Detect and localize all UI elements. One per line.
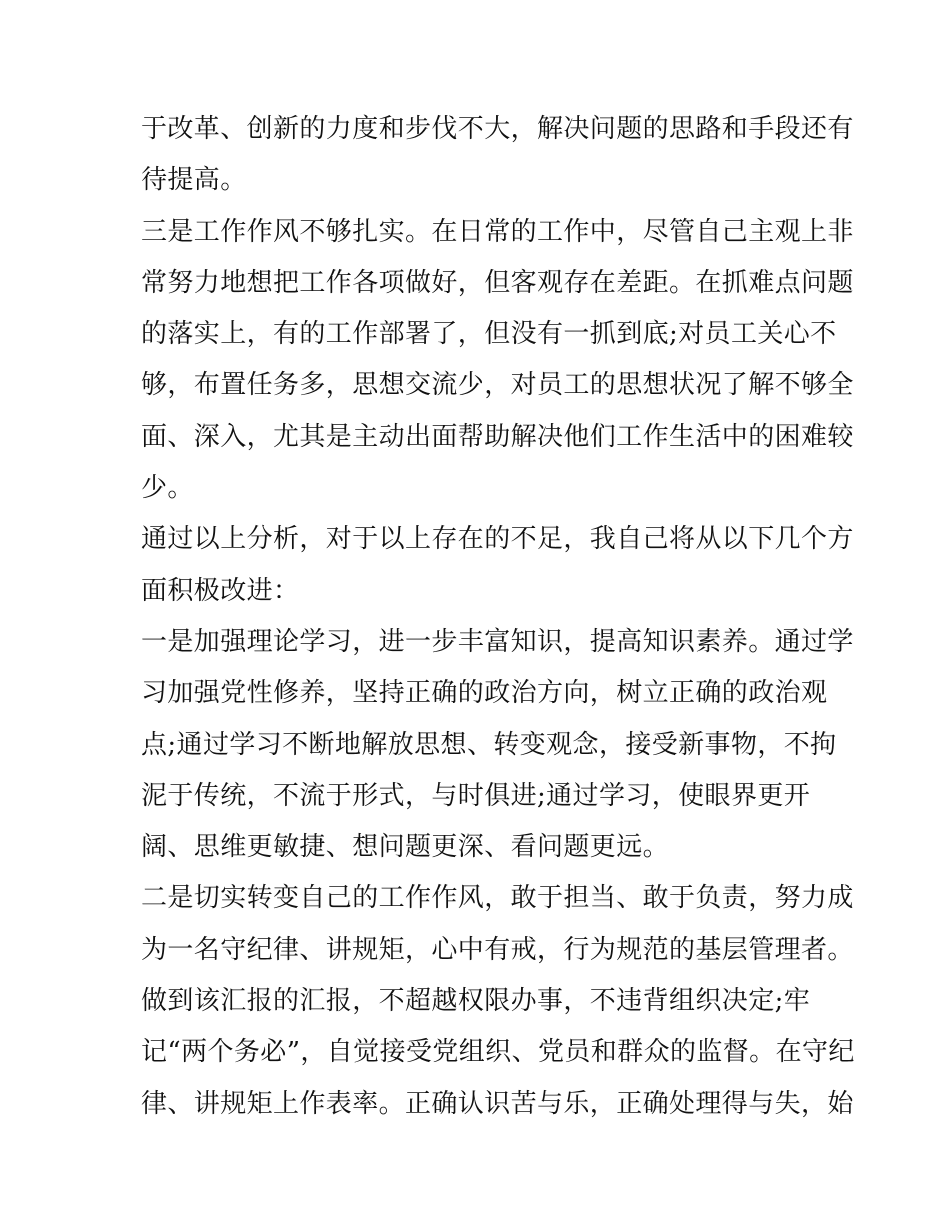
text-line-9: 通过以上分析，对于以上存在的不足，我自己将从以下几个方 [141,524,854,555]
text-line-11: 一是加强理论学习，进一步丰富知识，提高知识素养。通过学 [141,626,854,657]
text-line-15: 阔、思维更敏捷、想问题更深、看问题更远。 [141,832,670,863]
text-line-20: 律、讲规矩上作表率。正确认识苦与乐，正确处理得与失，始 [141,1088,854,1119]
text-line-3: 三是工作作风不够扎实。在日常的工作中，尽管自己主观上非 [141,216,854,247]
text-line-10: 面积极改进： [141,575,300,606]
text-line-14: 泥于传统，不流于形式，与时俱进;通过学习，使眼界更开 [141,780,811,811]
text-line-17: 为一名守纪律、讲规矩，心中有戒，行为规范的基层管理者。 [141,934,854,965]
text-line-13: 点;通过学习不断地解放思想、转变观念，接受新事物，不拘 [141,729,837,760]
text-line-4: 常努力地想把工作各项做好，但客观存在差距。在抓难点问题 [141,267,854,298]
text-line-5: 的落实上，有的工作部署了，但没有一抓到底;对员工关心不 [141,319,837,350]
text-line-8: 少。 [141,473,194,504]
text-line-6: 够，布置任务多，思想交流少，对员工的思想状况了解不够全 [141,370,854,401]
text-line-2: 待提高。 [141,165,247,196]
text-line-18: 做到该汇报的汇报，不超越权限办事，不违背组织决定;牢 [141,986,811,1017]
text-line-16: 二是切实转变自己的工作作风，敢于担当、敢于负责，努力成 [141,883,854,914]
text-line-1: 于改革、创新的力度和步伐不大，解决问题的思路和手段还有 [141,114,854,144]
text-line-19: 记“两个务必”，自觉接受党组织、党员和群众的监督。在守纪 [141,1037,855,1068]
text-line-7: 面、深入，尤其是主动出面帮助解决他们工作生活中的困难较 [141,421,854,452]
document-body [141,104,855,1130]
text-line-12: 习加强党性修养，坚持正确的政治方向，树立正确的政治观 [141,678,828,709]
